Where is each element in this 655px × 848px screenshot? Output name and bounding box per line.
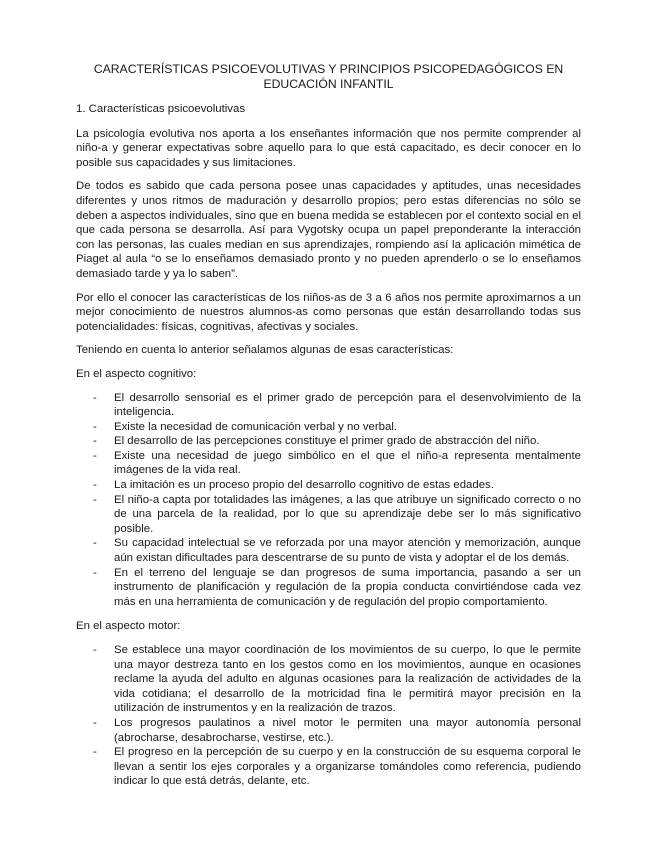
cognitive-list — [76, 391, 581, 610]
document-title: CARACTERÍSTICAS PSICOEVOLUTIVAS Y PRINCIPIOS PSICOPEDAGÓGICOS EN EDUCACIÓN INFANTIL — [93, 62, 564, 91]
dash-bullet: - — [93, 391, 97, 404]
paragraph-3-6-years: Por ello el conocer las características de los niños-as de 3 a 6 años nos permite aproximarnos a un mejor conocimiento de nuestros alumnos-as como personas que están desarrollando todas sus potencialidades: físicas, cognitivas, afectivas y sociales. — [76, 291, 581, 333]
paragraph-characteristics-intro: Teniendo en cuenta lo anterior señalamos algunas de esas características: — [76, 344, 454, 357]
list-item: - Los progresos paulatinos a nivel motor le permiten una mayor autonomía personal (abrocharse, desabrocharse, vestirse, etc.). — [93, 716, 581, 744]
dash-bullet: - — [93, 746, 97, 759]
motor-label: En el aspecto motor: — [76, 620, 181, 633]
list-item: - El desarrollo de las percepciones constituye el primer grado de abstracción del niño. — [93, 435, 540, 448]
list-item: - El desarrollo sensorial es el primer grado de percepción para el desenvolvimiento de la inteligencia. — [93, 391, 581, 419]
list-item: - El progreso en la percepción de su cuerpo y en la construcción de su esquema corporal le llevan a sentir los ejes corporales y a organizarse tomándoles como referencia, pudiendo indicar lo que está detrás, delante, etc. — [93, 746, 581, 788]
dash-bullet: - — [93, 644, 97, 656]
list-item: - Su capacidad intelectual se ve reforzada por una mayor atención y memorización, aunque aún existan dificultades para descentrarse de su punto de vista y adoptar el de los demás. — [93, 537, 581, 565]
list-item: - En el terreno del lenguaje se dan progresos de suma importancia, pasando a ser un instrumento de planificación y regulación de la propia conducta convirtiéndose cada vez más en una herramienta de comunicación y de regulación del propio comportamiento. — [93, 566, 581, 608]
list-item: - La imitación es un proceso propio del desarrollo cognitivo de estas edades. — [93, 479, 494, 492]
dash-bullet: - — [93, 479, 97, 492]
dash-bullet: - — [93, 566, 97, 579]
list-item: - Existe una necesidad de juego simbólico en el que el niño-a representa mentalmente imágenes de la vida real. — [93, 449, 581, 477]
paragraph-intro: La psicología evolutiva nos aporta a los enseñantes información que nos permite comprender al niño-a y generar expectativas sobre aquello para lo que está capacitado, es decir conocer en lo posible sus capacidades y sus limitaciones. — [76, 127, 581, 169]
list-item: - El niño-a capta por totalidades las imágenes, a las que atribuye un significado correcto o no de una parcela de la realidad, por lo que su aprendizaje debe ser lo más significativo posible. — [93, 493, 581, 535]
list-item: - Existe la necesidad de comunicación verbal y no verbal. — [93, 420, 398, 433]
dash-bullet: - — [93, 537, 97, 550]
motor-list — [76, 643, 581, 789]
dash-bullet: - — [93, 716, 97, 729]
section-heading: 1. Características psicoevolutivas — [76, 103, 246, 115]
dash-bullet: - — [93, 449, 97, 462]
paragraph-vygotsky: De todos es sabido que cada persona posee unas capacidades y aptitudes, unas necesidades diferentes y unos ritmos de maduración y desarrollo propios; pero estas diferencias no sólo se deben a aspectos individuales, sino que en buena medida se establecen por el contexto social en el que cada persona se desarrolla. Así para Vygotsky ocupa un papel preponderante la interacción con las personas, las cuales median en sus aprendizajes, rompiendo así la aplicación mimética de Piaget al aula “o se lo enseñamos demasiado pronto y no pueden aprenderlo o se lo enseñamos demasiado tarde y ya lo saben”. — [76, 180, 581, 280]
dash-bullet: - — [93, 493, 97, 506]
list-item: - Se establece una mayor coordinación de los movimientos de su cuerpo, lo que le permite una mayor destreza tanto en los gestos como en los movimientos, aunque en ocasiones reclame la ayuda del adulto en algunas ocasiones para la realización de actividades de la vida cotidiana; el desarrollo de la motricidad fina le permitirá mayor precisión en la utilización de instrumentos y en la realización de trazos. — [93, 644, 581, 715]
cognitive-label: En el aspecto cognitivo: — [76, 367, 197, 380]
dash-bullet: - — [93, 420, 97, 433]
dash-bullet: - — [93, 435, 97, 448]
document-page — [76, 62, 581, 799]
